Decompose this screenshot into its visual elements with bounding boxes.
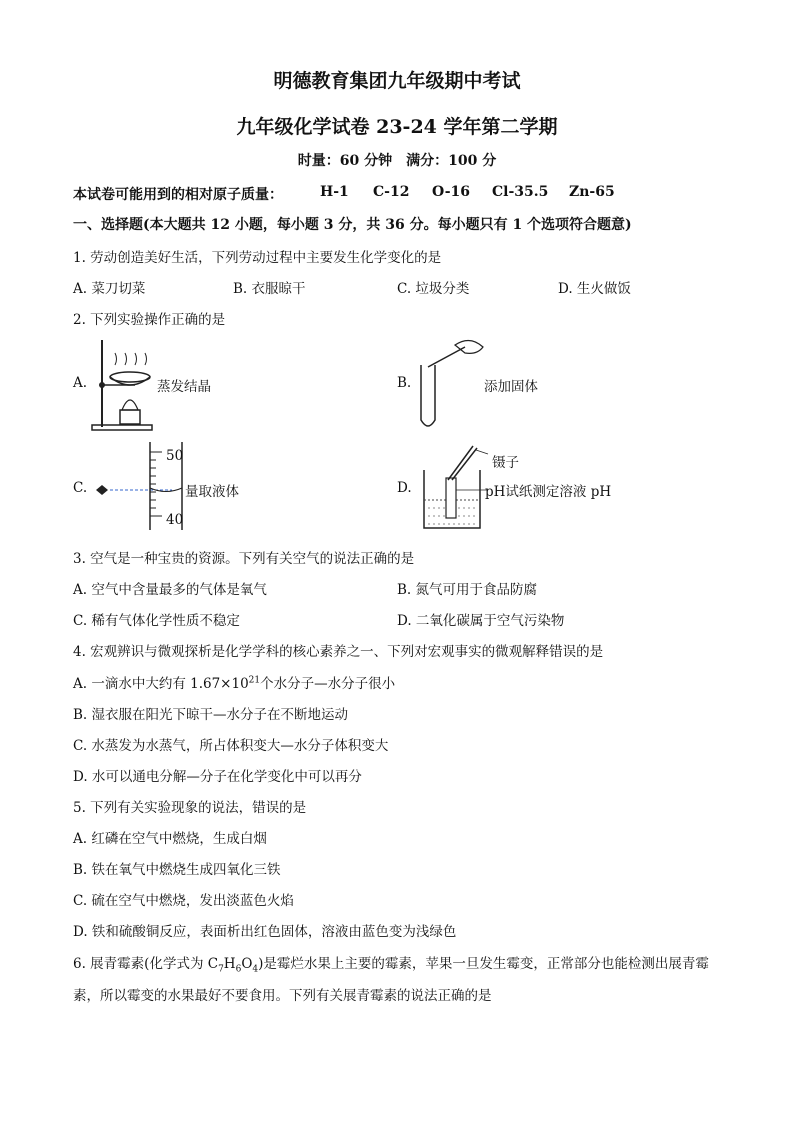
q5-option-d: D. 铁和硫酸铜反应，表面析出红色固体，溶液由蓝色变为浅绿色 bbox=[73, 924, 457, 940]
q2-option-a-label: 蒸发结晶 bbox=[157, 379, 211, 395]
q4-option-c: C. 水蒸发为水蒸气，所占体积变大—水分子体积变大 bbox=[73, 738, 389, 754]
q3-option-a: A. 空气中含量最多的气体是氧气 bbox=[73, 582, 267, 598]
q6-sub-h: 6 bbox=[235, 964, 242, 975]
q2-option-d-label: pH试纸测定溶液 pH bbox=[485, 484, 612, 500]
q2-option-c-letter: C. bbox=[73, 480, 88, 496]
atomic-mass-cl: Cl-35.5 bbox=[492, 184, 549, 200]
q1-stem: 1. 劳动创造美好生活，下列劳动过程中主要发生化学变化的是 bbox=[73, 250, 442, 266]
q4-option-d: D. 水可以通电分解—分子在化学变化中可以再分 bbox=[73, 769, 362, 785]
atomic-mass-h: H-1 bbox=[320, 184, 349, 200]
paper-title: 九年级化学试卷 23-24 学年第二学期 bbox=[236, 116, 558, 138]
q4-stem: 4. 宏观辨识与微观探析是化学学科的核心素养之一、下列对宏观事实的微观解释错误的是 bbox=[73, 644, 604, 660]
q2-option-a-letter: A. bbox=[73, 375, 88, 391]
q2-option-d-tweezers-label: 镊子 bbox=[492, 455, 519, 471]
q3-stem: 3. 空气是一种宝贵的资源。下列有关空气的说法正确的是 bbox=[73, 551, 415, 567]
atomic-mass-label: 本试卷可能用到的相对原子质量： bbox=[73, 187, 283, 203]
q6-sub-c: 7 bbox=[218, 964, 224, 975]
section-heading: 一、选择题(本大题共 12 小题，每小题 3 分，共 36 分。每小题只有 1 个选项符合题意) bbox=[73, 217, 632, 233]
q4-option-a-exponent: 21 bbox=[248, 675, 261, 686]
q4-option-a bbox=[73, 672, 395, 692]
evaporation-apparatus-icon bbox=[90, 335, 160, 435]
q2-option-c-label: 量取液体 bbox=[185, 484, 239, 500]
q6-mid-h: H bbox=[223, 956, 236, 972]
q1-option-b: B. 衣服晾干 bbox=[233, 281, 306, 297]
q6-line1-post: )是霉烂水果上主要的霉素，苹果一旦发生霉变，正常部分也能检测出展青霉 bbox=[258, 956, 709, 972]
q3-option-c: C. 稀有气体化学性质不稳定 bbox=[73, 613, 240, 629]
atomic-mass-o: O-16 bbox=[432, 184, 471, 200]
q6-sub-o: 4 bbox=[252, 964, 259, 975]
q2-option-d-letter: D. bbox=[397, 480, 412, 496]
q5-option-c: C. 硫在空气中燃烧，发出淡蓝色火焰 bbox=[73, 893, 294, 909]
q5-option-a: A. 红磷在空气中燃烧，生成白烟 bbox=[73, 831, 267, 847]
q1-option-c: C. 垃圾分类 bbox=[397, 281, 470, 297]
q3-option-b: B. 氮气可用于食品防腐 bbox=[397, 582, 538, 598]
q6-line-1 bbox=[73, 952, 709, 975]
q6-line-2: 素，所以霉变的水果最好不要食用。下列有关展青霉素的说法正确的是 bbox=[73, 988, 492, 1004]
cylinder-tick-40: 40 bbox=[166, 512, 184, 528]
exam-title: 明德教育集团九年级期中考试 bbox=[273, 70, 521, 92]
cylinder-tick-50: 50 bbox=[166, 448, 184, 464]
q1-option-a: A. 菜刀切菜 bbox=[73, 281, 146, 297]
q4-option-b: B. 湿衣服在阳光下晾干—水分子在不断地运动 bbox=[73, 707, 349, 723]
q4-option-a-pre: A. 一滴水中大约有 1.67×10 bbox=[73, 676, 249, 692]
q2-option-b-label: 添加固体 bbox=[484, 379, 538, 395]
q5-option-b: B. 铁在氧气中燃烧生成四氧化三铁 bbox=[73, 862, 281, 878]
time-score-line: 时量：60 分钟 满分：100 分 bbox=[297, 153, 497, 169]
atomic-mass-c: C-12 bbox=[373, 184, 410, 200]
q3-option-d: D. 二氧化碳属于空气污染物 bbox=[397, 613, 565, 629]
q2-option-b-letter: B. bbox=[397, 375, 412, 391]
atomic-mass-zn: Zn-65 bbox=[569, 184, 615, 200]
test-tube-spatula-icon bbox=[415, 335, 485, 435]
q4-option-a-post: 个水分子—水分子很小 bbox=[260, 676, 396, 692]
q1-option-d: D. 生火做饭 bbox=[558, 281, 631, 297]
q2-stem: 2. 下列实验操作正确的是 bbox=[73, 312, 226, 328]
q5-stem: 5. 下列有关实验现象的说法，错误的是 bbox=[73, 800, 307, 816]
q6-line1-pre: 6. 展青霉素(化学式为 C bbox=[73, 956, 219, 972]
q6-mid-o: O bbox=[241, 956, 253, 972]
